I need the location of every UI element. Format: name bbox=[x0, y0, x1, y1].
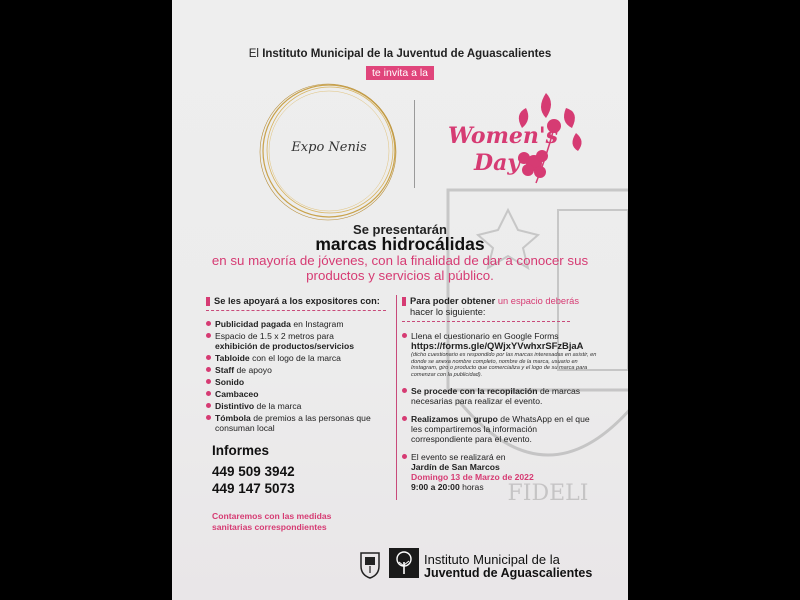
day-word: Day bbox=[474, 150, 521, 176]
list-item: Tómbola de premios a las personas que consuman local bbox=[206, 413, 396, 433]
informes-title: Informes bbox=[212, 443, 270, 458]
requirements-column bbox=[402, 296, 598, 492]
list-item: Espacio de 1.5 x 2 metros para exhibición de productos/servicios bbox=[206, 331, 396, 351]
list-item: Staff de apoyo bbox=[206, 365, 396, 375]
requirements-underline bbox=[402, 321, 570, 322]
support-column bbox=[206, 296, 396, 435]
requirements-title: Para poder obtener un espacio deberás hacer lo siguiente: bbox=[402, 296, 598, 318]
footer-org-line2: Juventud de Aguascalientes bbox=[424, 566, 593, 580]
expo-nenis-label: Expo Nenis bbox=[291, 140, 367, 155]
column-divider bbox=[396, 295, 397, 500]
phone-number-2: 449 147 5073 bbox=[212, 481, 295, 496]
list-item: Sonido bbox=[206, 377, 396, 387]
flyer bbox=[172, 0, 628, 600]
womens-day-logo bbox=[426, 88, 596, 198]
womens-word: Women's bbox=[448, 123, 558, 149]
list-item: Tabloide con el logo de la marca bbox=[206, 353, 396, 363]
list-item: Distintivo de la marca bbox=[206, 401, 396, 411]
forms-link[interactable]: https://forms.gle/QWjxYVwhxrSFzBjaA bbox=[411, 340, 584, 351]
intro-line1: Se presentarán bbox=[353, 222, 447, 237]
step-collection: Se procede con la recopilación de marcas necesarias para realizar el evento. bbox=[402, 386, 598, 406]
footer-org-line1: Instituto Municipal de la bbox=[424, 552, 560, 567]
step-whatsapp: Realizamos un grupo de WhatsApp en el que les compartiremos la información correspondiente para el evento. bbox=[402, 414, 598, 444]
sanitary-note: Contaremos con las medidas sanitarias correspondientes bbox=[212, 511, 332, 532]
list-item: Cambaceo bbox=[206, 389, 396, 399]
phone-number-1: 449 509 3942 bbox=[212, 464, 295, 479]
event-location: El evento se realizará en Jardín de San Marcos Domingo 13 de Marzo de 2022 9:00 a 20:00 horas bbox=[402, 452, 598, 492]
support-title: Se les apoyará a los expositores con: bbox=[206, 296, 396, 307]
support-title-underline bbox=[206, 310, 386, 311]
invite-pill: te invita a la bbox=[366, 66, 434, 80]
forms-note: (dicho cuestionario es respondido por las marcas interesadas en asistir, en donde se anexa nombre completo, nombre de la marca, usuario en Instagram, giro o producto que comercializa y el logo de su marca para comenzar con la publicidad). bbox=[411, 352, 597, 378]
header-line bbox=[172, 48, 628, 60]
header-prefix: El bbox=[248, 48, 259, 60]
tree-logo-icon bbox=[389, 548, 419, 578]
header-invite bbox=[172, 63, 628, 81]
divider bbox=[414, 100, 415, 188]
intro-headline: marcas hidrocálidas bbox=[315, 234, 485, 254]
list-item: Publicidad pagada en Instagram bbox=[206, 319, 396, 329]
step-google-forms: Llena el cuestionario en Google Forms https://forms.gle/QWjxYVwhxrSFzBjaA (dicho cuestionario es respondido por las marcas interesadas en asistir, en donde se anexa nombre completo, nombre de la marca, usuario en Instagram, giro o producto que comercializa y el logo de su marca para comenzar con la publicidad). bbox=[402, 331, 598, 378]
municipal-crest-icon bbox=[358, 549, 382, 579]
support-list bbox=[206, 319, 396, 433]
svg-text:FIDELI: FIDELI bbox=[507, 481, 589, 506]
header-org: Instituto Municipal de la Juventud de Aguascalientes bbox=[262, 48, 552, 60]
intro-subtext: en su mayoría de jóvenes, con la finalidad de dar a conocer sus productos y servicios al público. bbox=[211, 253, 589, 283]
